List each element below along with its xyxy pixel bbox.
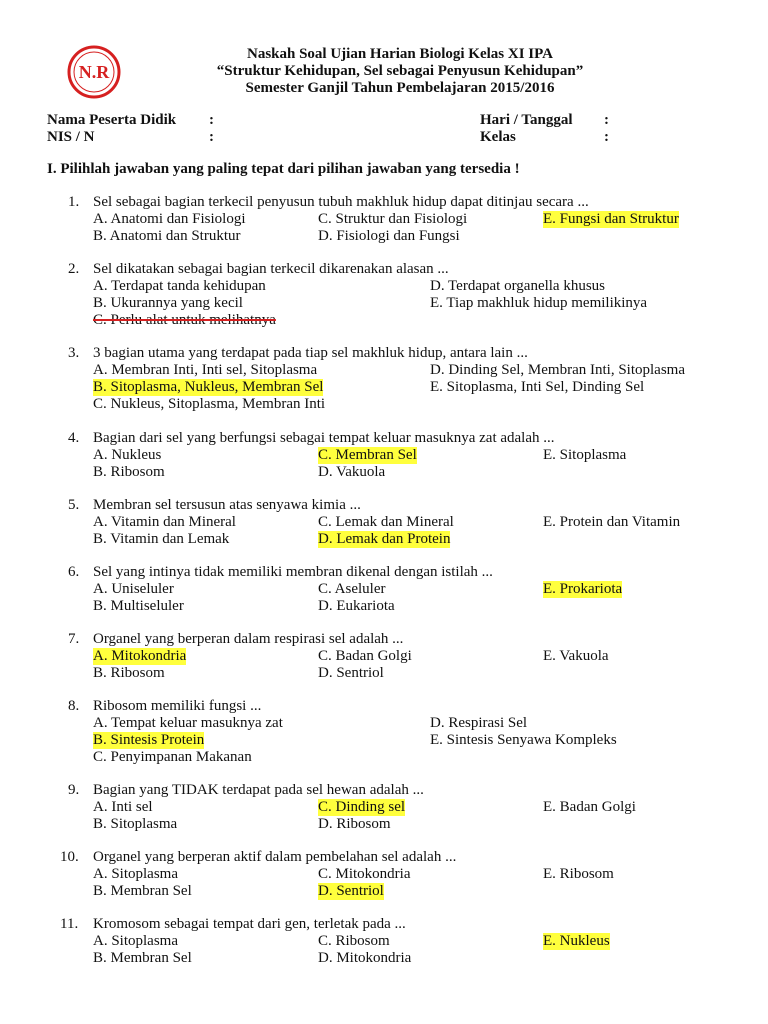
question-number: 3. (68, 345, 80, 361)
question-number: 1. (68, 194, 80, 210)
option-e-answer: E. Fungsi dan Struktur (543, 211, 679, 227)
question-text: Kromosom sebagai tempat dari gen, terletak pada ... (93, 916, 406, 932)
option-d: D. Ribosom (318, 816, 391, 832)
option-b: B. Membran Sel (93, 883, 192, 899)
option-e-answer: E. Prokariota (543, 581, 623, 597)
student-info (47, 112, 214, 146)
option-d: D. Eukariota (318, 598, 395, 614)
question-number: 6. (68, 564, 80, 580)
question-4 (0, 430, 768, 481)
question-number: 5. (68, 497, 80, 513)
question-10 (0, 849, 768, 900)
option-e: E. Sitoplasma, Inti Sel, Dinding Sel (430, 379, 645, 395)
option-a: A. Tempat keluar masuknya zat (93, 715, 283, 731)
question-number: 10. (60, 849, 79, 865)
option-e: E. Tiap makhluk hidup memilikinya (430, 295, 648, 311)
name-label: Nama Peserta Didik (47, 112, 177, 128)
option-a: A. Inti sel (93, 799, 153, 815)
question-number: 9. (68, 782, 80, 798)
header-title: Naskah Soal Ujian Harian Biologi Kelas XI IPA (246, 46, 553, 62)
question-number: 7. (68, 631, 80, 647)
question-9 (0, 782, 768, 833)
question-text: Membran sel tersusun atas senyawa kimia ... (93, 497, 361, 513)
option-b: B. Sitoplasma (93, 816, 178, 832)
header-semester: Semester Ganjil Tahun Pembelajaran 2015/2016 (245, 80, 555, 96)
document-header (150, 46, 650, 97)
instruction: I. Pilihlah jawaban yang paling tepat dari pilihan jawaban yang tersedia ! (47, 161, 520, 177)
question-number: 2. (68, 261, 80, 277)
option-d: D. Mitokondria (318, 950, 412, 966)
question-number: 11. (60, 916, 79, 932)
option-c: C. Aseluler (318, 581, 386, 597)
question-11 (0, 916, 768, 967)
option-a: A. Membran Inti, Inti sel, Sitoplasma (93, 362, 318, 378)
nis-label: NIS / N (47, 129, 95, 145)
option-e-answer: E. Nukleus (543, 933, 610, 949)
header-subtitle: “Struktur Kehidupan, Sel sebagai Penyusun Kehidupan” (216, 63, 584, 79)
question-3 (0, 345, 768, 413)
question-text: Organel yang berperan dalam respirasi sel adalah ... (93, 631, 404, 647)
option-d-answer: D. Lemak dan Protein (318, 531, 451, 547)
class-info (480, 112, 609, 146)
option-d: D. Dinding Sel, Membran Inti, Sitoplasma (430, 362, 685, 378)
nis-colon: : (209, 129, 214, 145)
option-b: B. Vitamin dan Lemak (93, 531, 230, 547)
option-d: D. Respirasi Sel (430, 715, 528, 731)
option-a: A. Nukleus (93, 447, 162, 463)
question-text: Sel yang intinya tidak memiliki membran dikenal dengan istilah ... (93, 564, 493, 580)
question-number: 8. (68, 698, 80, 714)
option-d-answer: D. Sentriol (318, 883, 384, 899)
option-b: B. Ribosom (93, 464, 165, 480)
option-a: A. Vitamin dan Mineral (93, 514, 236, 530)
option-b: B. Multiseluler (93, 598, 184, 614)
option-c: C. Penyimpanan Makanan (93, 749, 252, 765)
option-b: B. Ukurannya yang kecil (93, 295, 243, 311)
option-a-answer: A. Mitokondria (93, 648, 187, 664)
option-e: E. Ribosom (543, 866, 614, 882)
option-e: E. Sintesis Senyawa Kompleks (430, 732, 617, 748)
option-c-answer: C. Perlu alat untuk melihatnya (93, 312, 276, 328)
option-e: E. Protein dan Vitamin (543, 514, 681, 530)
option-a: A. Sitoplasma (93, 933, 178, 949)
question-8 (0, 698, 768, 766)
option-d: D. Sentriol (318, 665, 384, 681)
question-text: Bagian dari sel yang berfungsi sebagai tempat keluar masuknya zat adalah ... (93, 430, 555, 446)
option-c: C. Struktur dan Fisiologi (318, 211, 468, 227)
option-d: D. Vakuola (318, 464, 386, 480)
question-text: Bagian yang TIDAK terdapat pada sel hewan adalah ... (93, 782, 424, 798)
option-b-answer: B. Sitoplasma, Nukleus, Membran Sel (93, 379, 324, 395)
name-colon: : (209, 112, 214, 128)
svg-text:N.R: N.R (78, 62, 110, 82)
question-text: 3 bagian utama yang terdapat pada tiap sel makhluk hidup, antara lain ... (93, 345, 528, 361)
option-c: C. Nukleus, Sitoplasma, Membran Inti (93, 396, 326, 412)
option-d: D. Terdapat organella khusus (430, 278, 606, 294)
option-c-answer: C. Dinding sel (318, 799, 406, 815)
option-e: E. Vakuola (543, 648, 609, 664)
question-1 (0, 194, 768, 245)
question-2 (0, 261, 768, 329)
option-c: C. Badan Golgi (318, 648, 412, 664)
question-text: Organel yang berperan aktif dalam pembelahan sel adalah ... (93, 849, 457, 865)
option-b: B. Anatomi dan Struktur (93, 228, 241, 244)
option-d: D. Fisiologi dan Fungsi (318, 228, 460, 244)
option-b: B. Membran Sel (93, 950, 192, 966)
question-6 (0, 564, 768, 615)
option-b: B. Ribosom (93, 665, 165, 681)
date-label: Hari / Tanggal (480, 112, 573, 128)
option-a: A. Anatomi dan Fisiologi (93, 211, 246, 227)
question-number: 4. (68, 430, 80, 446)
question-5 (0, 497, 768, 548)
option-c-answer: C. Membran Sel (318, 447, 417, 463)
option-c: C. Mitokondria (318, 866, 411, 882)
date-colon: : (604, 112, 609, 128)
school-logo (66, 44, 122, 100)
option-e: E. Badan Golgi (543, 799, 636, 815)
question-7 (0, 631, 768, 682)
option-c: C. Ribosom (318, 933, 390, 949)
option-a: A. Sitoplasma (93, 866, 178, 882)
option-a: A. Uniseluler (93, 581, 174, 597)
option-b-answer: B. Sintesis Protein (93, 732, 205, 748)
class-label: Kelas (480, 129, 516, 145)
question-text: Sel sebagai bagian terkecil penyusun tubuh makhluk hidup dapat ditinjau secara ... (93, 194, 589, 210)
option-e: E. Sitoplasma (543, 447, 627, 463)
option-c: C. Lemak dan Mineral (318, 514, 454, 530)
question-text: Ribosom memiliki fungsi ... (93, 698, 262, 714)
question-text: Sel dikatakan sebagai bagian terkecil dikarenakan alasan ... (93, 261, 449, 277)
option-a: A. Terdapat tanda kehidupan (93, 278, 266, 294)
class-colon: : (604, 129, 609, 145)
